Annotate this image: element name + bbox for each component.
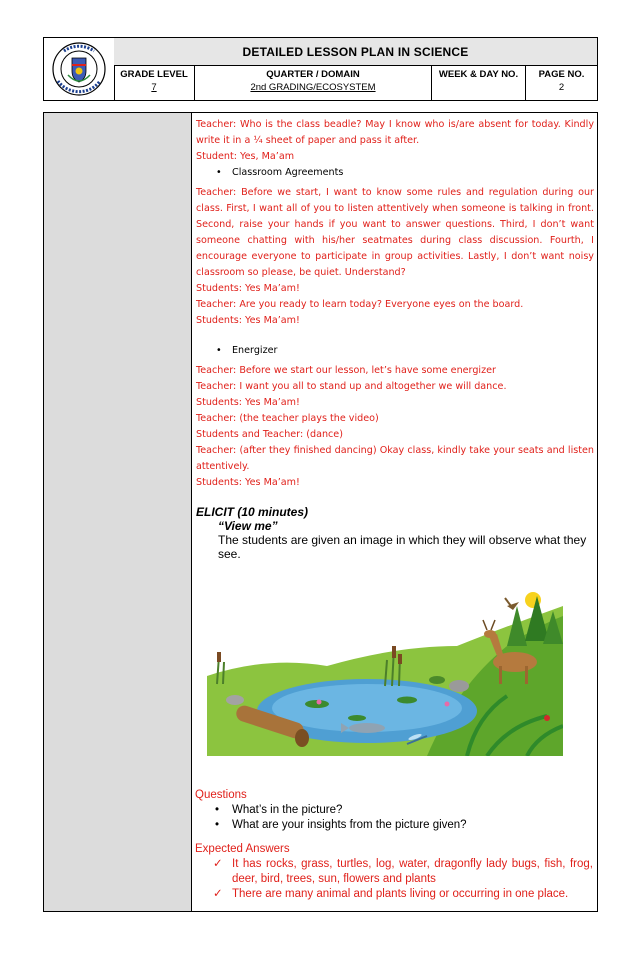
grade-level-cell bbox=[114, 65, 195, 100]
deped-seal-logo bbox=[48, 41, 110, 97]
elicit-section bbox=[196, 505, 594, 561]
week-day-cell bbox=[432, 65, 526, 100]
energizer-line-3: Students: Yes Ma’am! bbox=[196, 397, 300, 408]
quarter-domain-label: QUARTER / DOMAIN bbox=[266, 69, 360, 80]
elicit-heading: ELICIT (10 minutes) bbox=[196, 505, 309, 519]
question-item: • What are your insights from the picture given? bbox=[195, 818, 593, 833]
answer-item: ✓ There are many animal and plants living or occurring in one place. bbox=[195, 887, 593, 902]
quarter-domain-value: 2nd GRADING/ECOSYSTEM bbox=[250, 82, 376, 93]
expected-answers-title: Expected Answers bbox=[195, 843, 290, 855]
side-column bbox=[44, 113, 192, 911]
grade-level-label: GRADE LEVEL bbox=[120, 69, 188, 80]
bullet-classroom-agreements: • Classroom Agreements bbox=[196, 165, 594, 181]
bullet-energizer: • Energizer bbox=[196, 343, 594, 359]
student-reply: Student: Yes, Ma’am bbox=[196, 151, 295, 162]
energizer-line-7: Students: Yes Ma’am! bbox=[196, 477, 300, 488]
lesson-content bbox=[196, 117, 594, 561]
energizer-line-4: Teacher: (the teacher plays the video) bbox=[196, 413, 379, 424]
students-reply-1: Students: Yes Ma’am! bbox=[196, 283, 300, 294]
document-title: DETAILED LESSON PLAN IN SCIENCE bbox=[114, 38, 597, 66]
ecosystem-illustration bbox=[207, 586, 563, 756]
questions-section bbox=[195, 788, 593, 902]
lesson-plan-header bbox=[43, 37, 598, 101]
grade-level-value: 7 bbox=[151, 82, 157, 93]
energizer-line-1: Teacher: Before we start our lesson, let’s have some energizer bbox=[196, 365, 496, 376]
questions-title: Questions bbox=[195, 789, 247, 801]
answer-item: ✓ It has rocks, grass, turtles, log, water, dragonfly lady bugs, fish, frog, deer, bird, trees, sun, flowers and plants bbox=[195, 857, 593, 887]
week-day-label: WEEK & DAY NO. bbox=[438, 69, 519, 80]
elicit-subheading: “View me” bbox=[218, 519, 278, 533]
elicit-text: The students are given an image in which they will observe what they see. bbox=[218, 533, 587, 561]
page-no-cell bbox=[526, 65, 597, 100]
quarter-domain-cell bbox=[195, 65, 432, 100]
class-beadle-dialogue: Teacher: Who is the class beadle? May I know who is/are absent for today. Kindly write it in a ¼ sheet of paper and pass it after. bbox=[196, 119, 594, 146]
page-no-value: 2 bbox=[558, 82, 565, 93]
logo-cell bbox=[44, 38, 115, 100]
rules-dialogue: Teacher: Before we start, I want to know some rules and regulation during our class. First, I want all of you to listen attentively when someone is talking in front. Second, raise your hands if you want to answer questions. Third, I don’t want someone chatting with his/her seatmates during class discussion. Fourth, I encourage everyone to participate in group activities. Lastly, I don’t want noisy classroom so please, be quiet. Understand? bbox=[196, 187, 594, 278]
ready-dialogue: Teacher: Are you ready to learn today? Everyone eyes on the board. bbox=[196, 299, 524, 310]
students-reply-2: Students: Yes Ma’am! bbox=[196, 315, 300, 326]
page-no-label: PAGE NO. bbox=[538, 69, 585, 80]
energizer-line-5: Students and Teacher: (dance) bbox=[196, 429, 343, 440]
energizer-line-6: Teacher: (after they finished dancing) Okay class, kindly take your seats and listen attentively. bbox=[196, 445, 594, 472]
question-item: • What’s in the picture? bbox=[195, 803, 593, 818]
energizer-line-2: Teacher: I want you all to stand up and altogether we will dance. bbox=[196, 381, 507, 392]
